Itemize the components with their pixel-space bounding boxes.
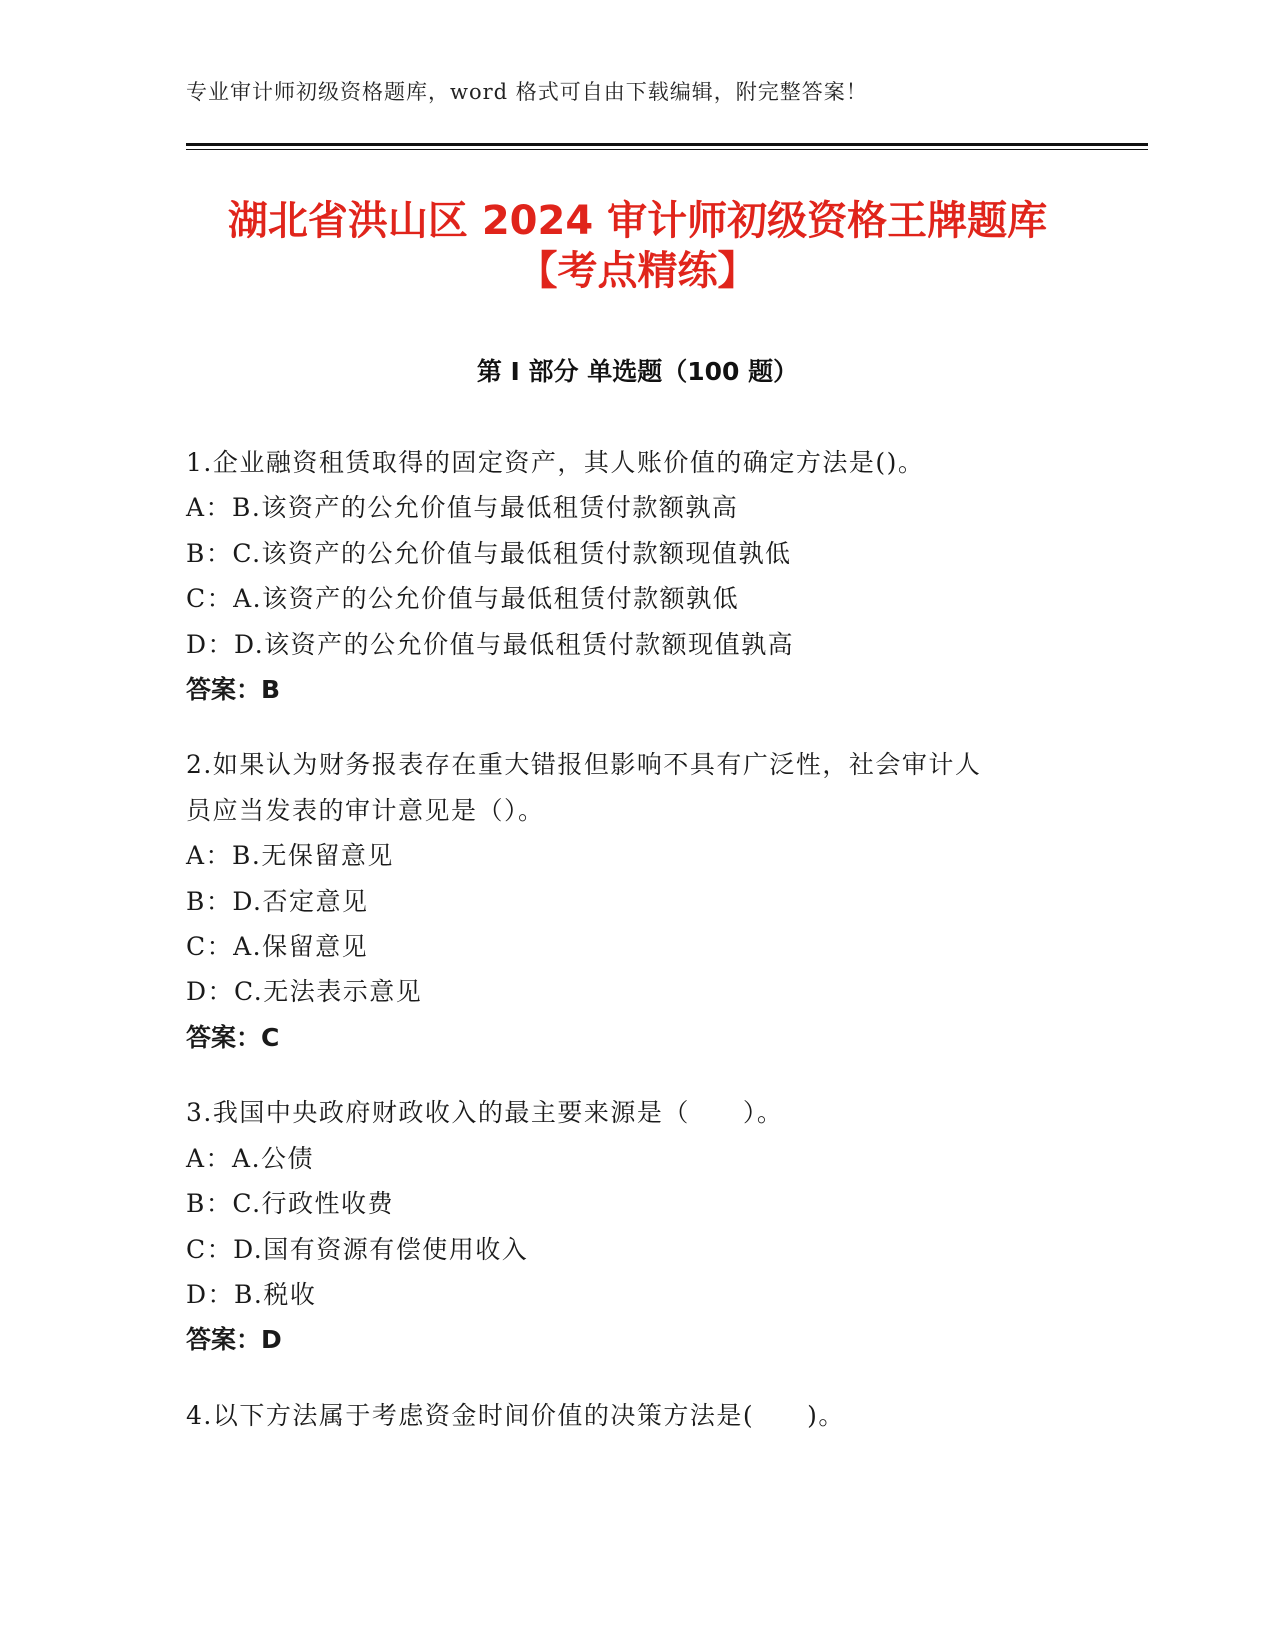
answer-option: C：D.国有资源有偿使用收入 xyxy=(186,1234,529,1264)
question-block xyxy=(186,1090,1086,1362)
document-title-line-2: 【考点精练】 xyxy=(517,248,758,294)
question-stem: 2.如果认为财务报表存在重大错报但影响不具有广泛性，社会审计人 xyxy=(186,750,982,780)
answer-option: D：B.税收 xyxy=(186,1279,317,1309)
answer-option: D：D.该资产的公允价值与最低租赁付款额现值孰高 xyxy=(186,629,795,659)
header-rule-thin xyxy=(186,149,1148,150)
answer-option: B：C.该资产的公允价值与最低租赁付款额现值孰低 xyxy=(186,538,792,568)
question-list xyxy=(186,440,1086,1468)
answer-key: 答案：D xyxy=(186,1325,282,1355)
answer-option: B：C.行政性收费 xyxy=(186,1189,395,1219)
question-block xyxy=(186,1393,1086,1438)
answer-option: C：A.保留意见 xyxy=(186,932,369,962)
question-stem: 4.以下方法属于考虑资金时间价值的决策方法是( )。 xyxy=(186,1400,845,1430)
section-heading: 第 I 部分 单选题（100 题） xyxy=(476,357,799,386)
question-block xyxy=(186,440,1086,712)
header-rule-thick xyxy=(186,143,1148,146)
question-block xyxy=(186,742,1086,1060)
answer-option: A：B.该资产的公允价值与最低租赁付款额孰高 xyxy=(186,493,739,523)
question-stem: 1.企业融资租赁取得的固定资产，其人账价值的确定方法是()。 xyxy=(186,448,925,477)
question-stem: 3.我国中央政府财政收入的最主要来源是（ ）。 xyxy=(186,1098,784,1128)
header-note: 专业审计师初级资格题库，word 格式可自由下载编辑，附完整答案！ xyxy=(186,80,868,104)
question-stem: 员应当发表的审计意见是（）。 xyxy=(186,795,545,825)
document-title xyxy=(0,196,1275,296)
document-title-line-1: 湖北省洪山区 2024 审计师初级资格王牌题库 xyxy=(227,198,1048,244)
answer-option: B：D.否定意见 xyxy=(186,886,369,916)
answer-option: C：A.该资产的公允价值与最低租赁付款额孰低 xyxy=(186,584,740,614)
answer-option: D：C.无法表示意见 xyxy=(186,977,423,1007)
answer-option: A：A.公债 xyxy=(186,1143,315,1173)
answer-key: 答案：B xyxy=(186,675,281,705)
answer-key: 答案：C xyxy=(186,1022,280,1052)
answer-option: A：B.无保留意见 xyxy=(186,841,394,871)
